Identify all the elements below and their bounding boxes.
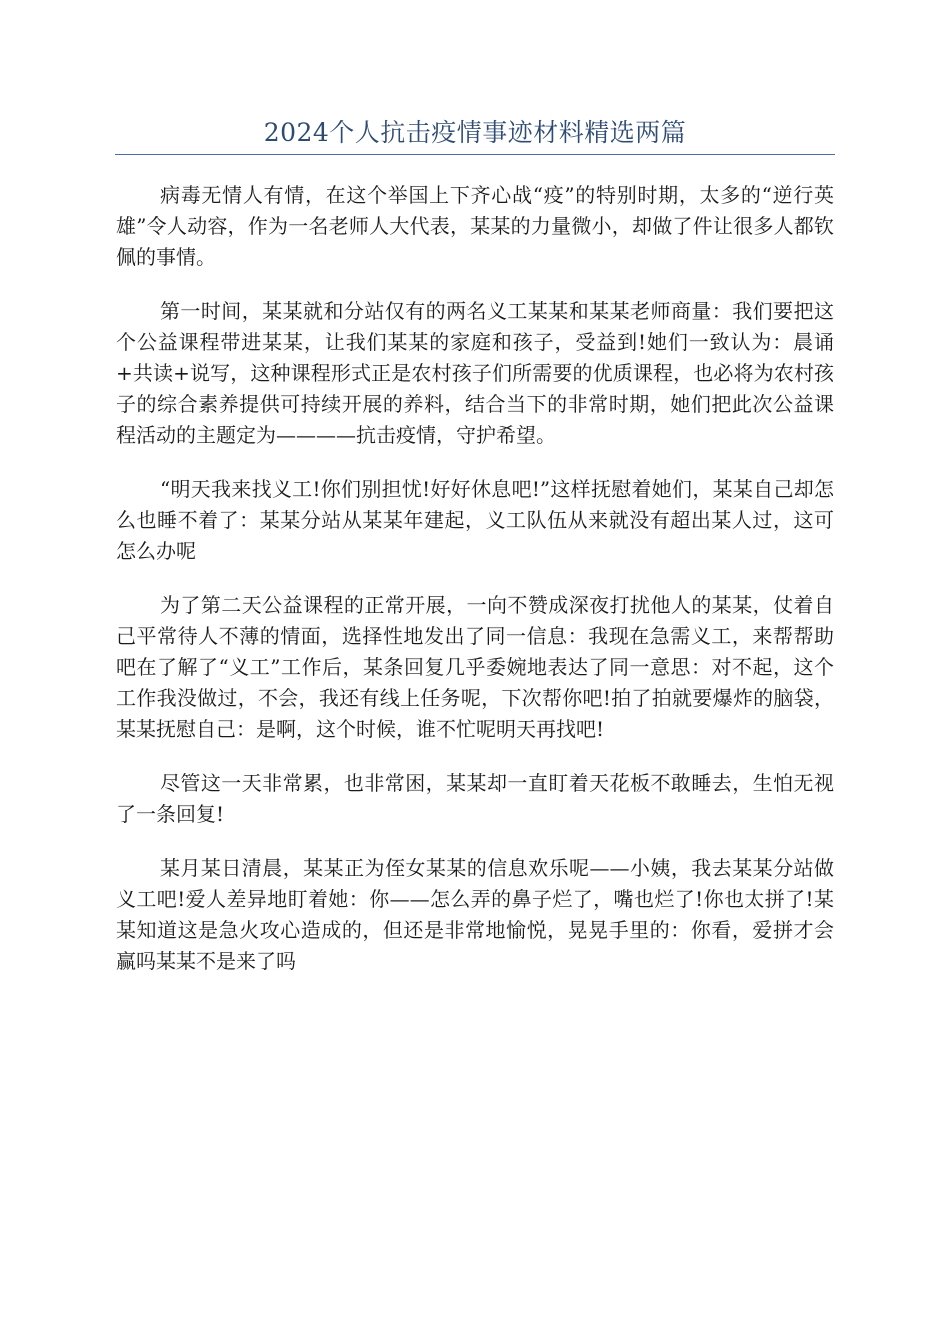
paragraph-3: “明天我来找义工!你们别担忧!好好休息吧!”这样抚慰着她们，某某自己却怎么也睡不着了：某某分站从某某年建起，义工队伍从来就没有超出某人过，这可怎么办呢 <box>116 477 834 563</box>
title-underline <box>115 154 835 155</box>
paragraph-5: 尽管这一天非常累，也非常困，某某却一直盯着天花板不敢睡去，生怕无视了一条回复! <box>116 771 834 826</box>
paragraph-4: 为了第二天公益课程的正常开展，一向不赞成深夜打扰他人的某某，仗着自己平常待人不薄的情面，选择性地发出了同一信息：我现在急需义工，来帮帮助吧在了解了“义工”工作后，某条回复几乎委婉地表达了同一意思：对不起，这个工作我没做过，不会，我还有线上任务呢，下次帮你吧!拍了拍就要爆炸的脑袋，某某抚慰自己：是啊，这个时候，谁不忙呢明天再找吧! <box>116 593 834 741</box>
document-title: 2024个人抗击疫情事迹材料精选两篇 <box>263 118 687 147</box>
paragraph-1: 病毒无情人有情，在这个举国上下齐心战“疫”的特别时期，太多的“逆行英雄”令人动容，作为一名老师人大代表，某某的力量微小，却做了件让很多人都钦佩的事情。 <box>116 183 834 269</box>
paragraph-6: 某月某日清晨，某某正为侄女某某的信息欢乐呢——小姨，我去某某分站做义工吧!爱人差异地盯着她：你——怎么弄的鼻子烂了，嘴也烂了!你也太拼了!某某知道这是急火攻心造成的，但还是非常地愉悦，晃晃手里的：你看，爱拼才会赢吗某某不是来了吗 <box>116 856 834 973</box>
paragraph-2: 第一时间，某某就和分站仅有的两名义工某某和某某老师商量：我们要把这个公益课程带进某某，让我们某某的家庭和孩子，受益到!她们一致认为：晨诵+共读+说写，这种课程形式正是农村孩子们所需要的优质课程，也必将为农村孩子的综合素养提供可持续开展的养料，结合当下的非常时期，她们把此次公益课程活动的主题定为————抗击疫情，守护希望。 <box>116 299 834 447</box>
document-body <box>116 180 834 1000</box>
